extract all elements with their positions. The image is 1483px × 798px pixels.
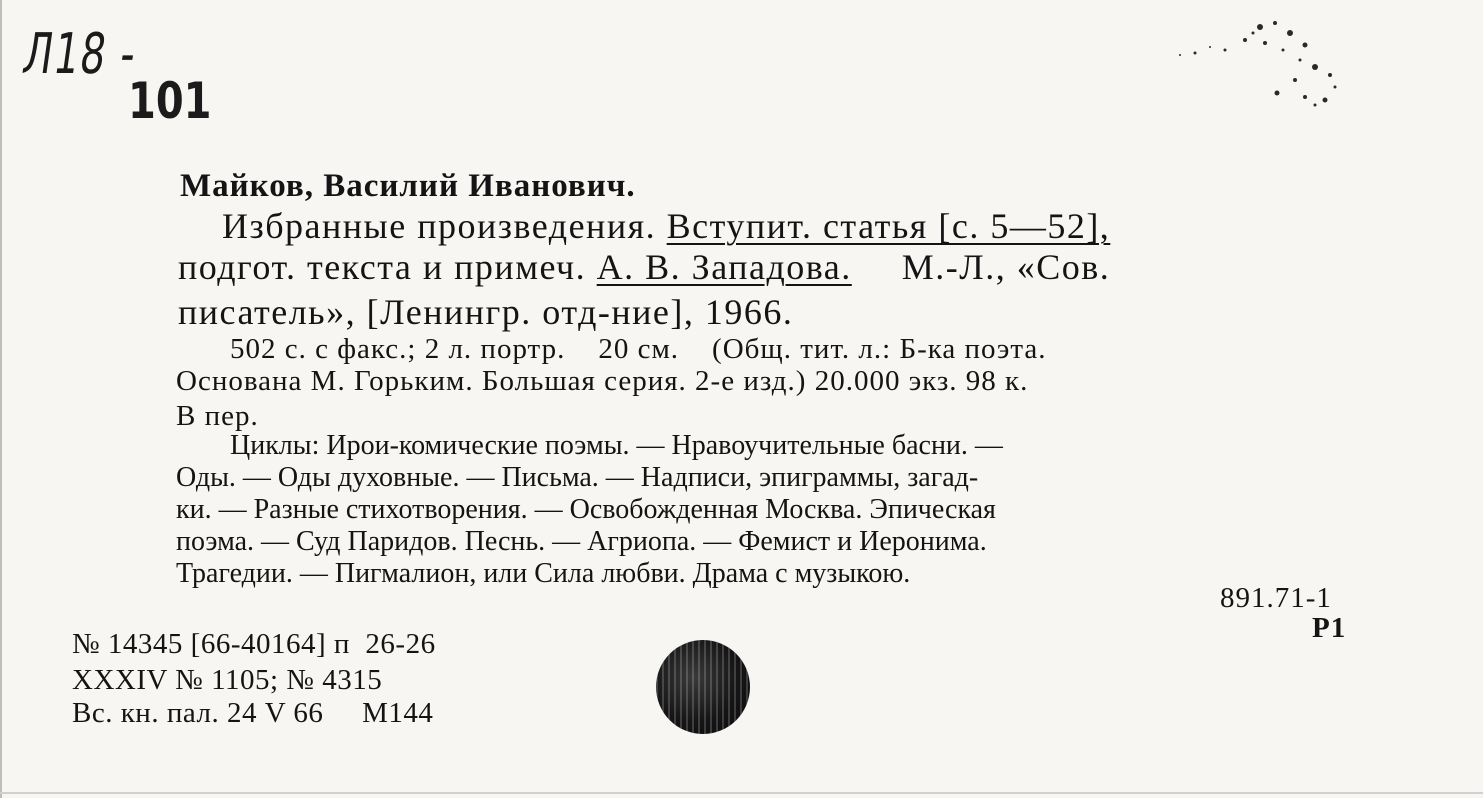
physical-description-line-3: В пер. (176, 400, 259, 432)
card-left-edge (0, 0, 2, 798)
contents-line-2: Оды. — Оды духовные. — Письма. — Надписи, эпиграммы, загад- (176, 462, 979, 493)
preparation-note: подгот. текста и примеч. (178, 247, 597, 287)
ink-smudge (1165, 5, 1355, 115)
contents-line-3: ки. — Разные стихотворения. — Освобожденная Москва. Эпическая (176, 494, 996, 525)
title-line-2 (178, 246, 1110, 288)
registry-line-1: № 14345 [66-40164] п 26-26 (72, 628, 436, 660)
editor-name: А. В. Западова. (596, 247, 852, 287)
registry-line-3: Вс. кн. пал. 24 V 66 М144 (72, 697, 434, 729)
title-line-1 (222, 205, 1110, 247)
ink-stamp (656, 640, 750, 734)
contents-line-4: поэма. — Суд Паридов. Песнь. — Агриопа. — Фемист и Иеронима. (176, 526, 987, 557)
publisher-start: М.-Л., «Сов. (901, 247, 1111, 287)
bbk-class-number: Р1 (1312, 612, 1347, 644)
registry-line-2: XXXIV № 1105; № 4315 (72, 664, 383, 696)
card-bottom-edge (0, 792, 1483, 794)
contents-line-1: Циклы: Ирои-комические поэмы. — Нравоучительные басни. — (230, 430, 1003, 461)
intro-article-note: Вступит. статья [с. 5—52], (666, 206, 1111, 246)
author-heading: Майков, Василий Иванович. (180, 168, 636, 204)
handwritten-number: 101 (128, 72, 212, 130)
contents-line-5: Трагедии. — Пигмалион, или Сила любви. Драма с музыкою. (176, 558, 911, 589)
udc-class-number: 891.71-1 (1220, 582, 1332, 614)
physical-description-line-2: Основана М. Горьким. Большая серия. 2-е изд.) 20.000 экз. 98 к. (176, 365, 1029, 397)
title-text: Избранные произведения. (222, 206, 667, 246)
physical-description-line-1: 502 с. с факс.; 2 л. портр. 20 см. (Общ. тит. л.: Б-ка поэта. (230, 333, 1047, 365)
handwritten-shelfmark: Л18 - (18, 22, 141, 87)
title-line-3: писатель», [Ленингр. отд-ние], 1966. (178, 292, 794, 332)
